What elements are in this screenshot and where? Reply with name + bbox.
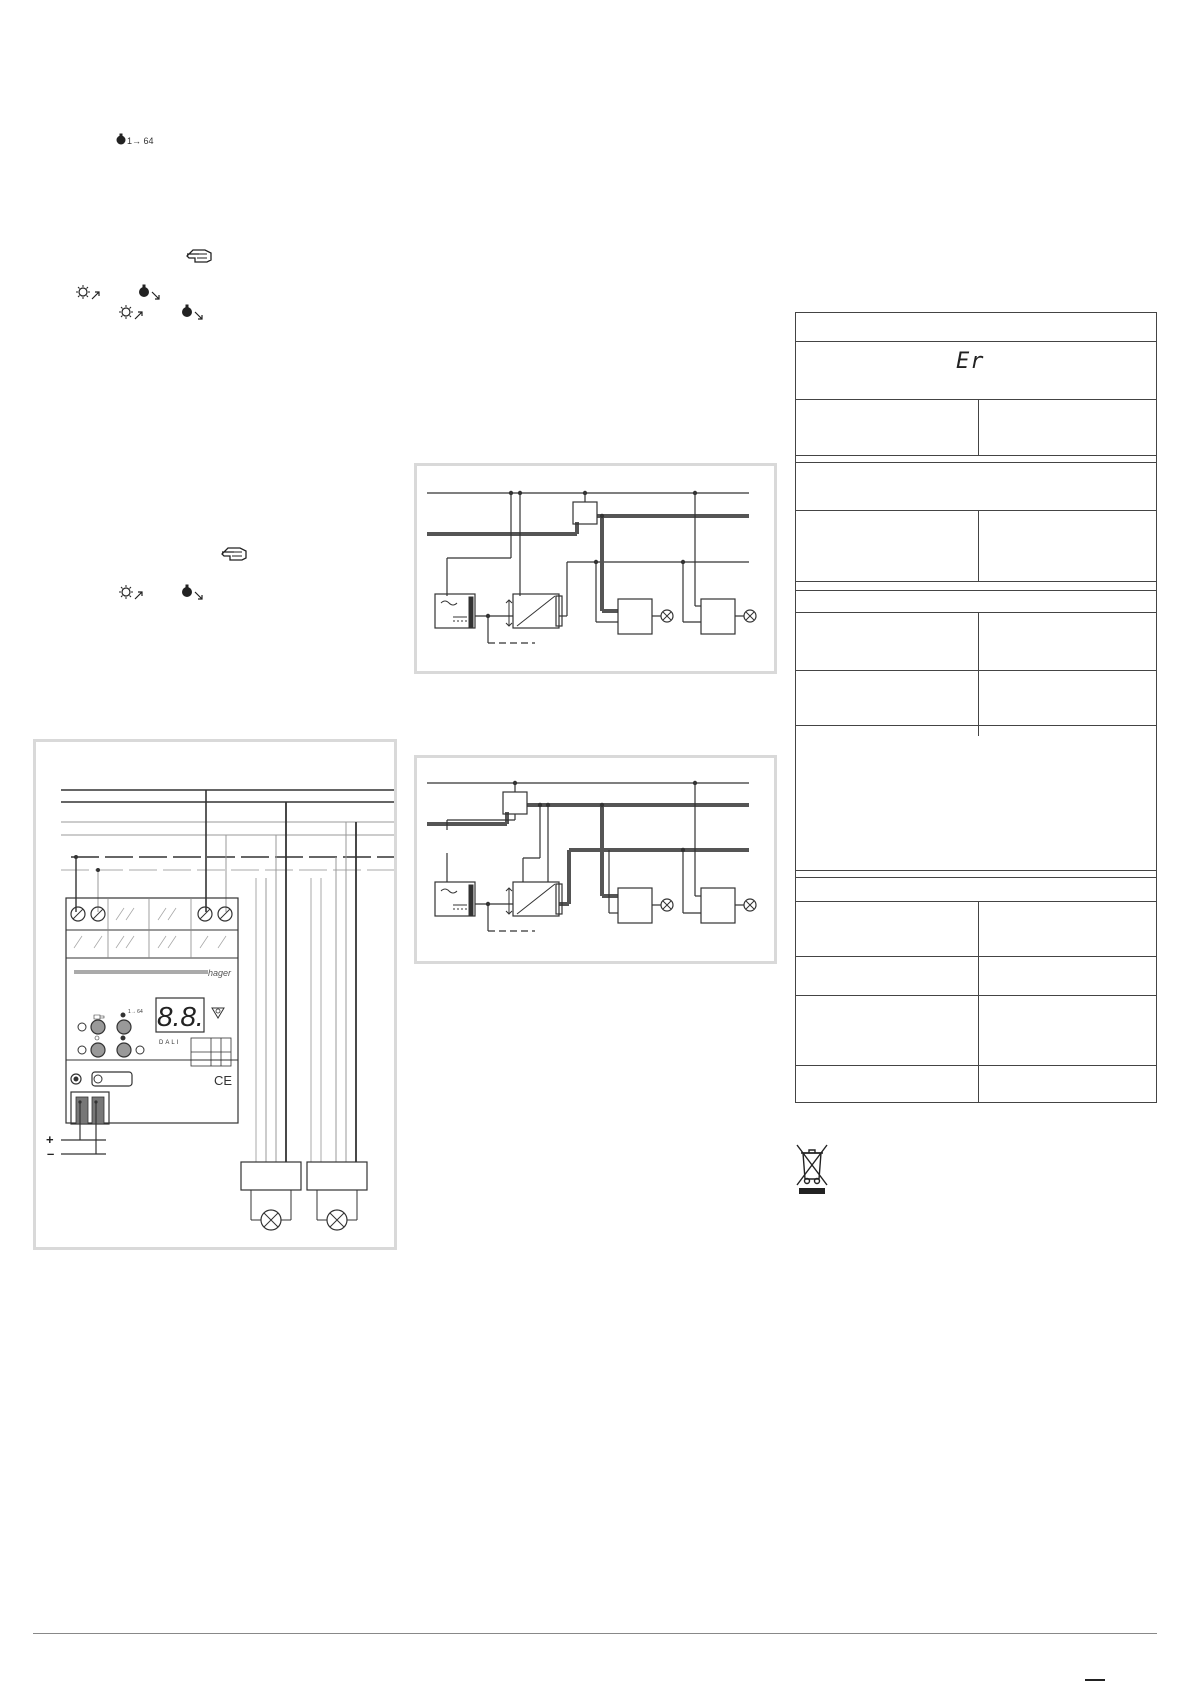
weee-bin-icon — [795, 1143, 829, 1195]
device-bus-label: DALI — [159, 1040, 181, 1046]
range-label: 1→ 64 — [127, 136, 154, 146]
device-brand-label: hager — [208, 968, 232, 978]
device-button-range-label: 1→ 64 — [128, 1009, 143, 1015]
device-wiring-svg — [36, 742, 394, 1247]
minus-label: – — [47, 1146, 55, 1161]
sun-up-icon — [75, 284, 101, 302]
hand-icon — [220, 546, 250, 562]
plus-label: + — [46, 1132, 54, 1147]
sun-up-icon — [118, 584, 144, 602]
wiring-diagram-1 — [414, 463, 777, 674]
ce-mark: CE — [214, 1073, 233, 1088]
wiring-diagram-1-svg — [417, 466, 774, 671]
bulb-down-icon — [138, 284, 162, 302]
bulb-range-row — [115, 133, 175, 149]
error-code: Er — [956, 349, 985, 374]
bulb-down-icon — [181, 584, 205, 602]
device-wiring-diagram — [33, 739, 397, 1250]
device-display: 8.8. — [157, 1001, 204, 1032]
sun-up-icon — [118, 304, 144, 322]
wiring-diagram-2 — [414, 755, 777, 964]
wiring-diagram-2-svg — [417, 758, 774, 961]
bulb-down-icon — [181, 304, 205, 322]
footer-mark — [1085, 1679, 1105, 1681]
hand-icon — [185, 248, 215, 264]
bulb-icon — [115, 133, 127, 147]
footer-rule — [33, 1633, 1157, 1634]
status-table — [795, 312, 1157, 1103]
